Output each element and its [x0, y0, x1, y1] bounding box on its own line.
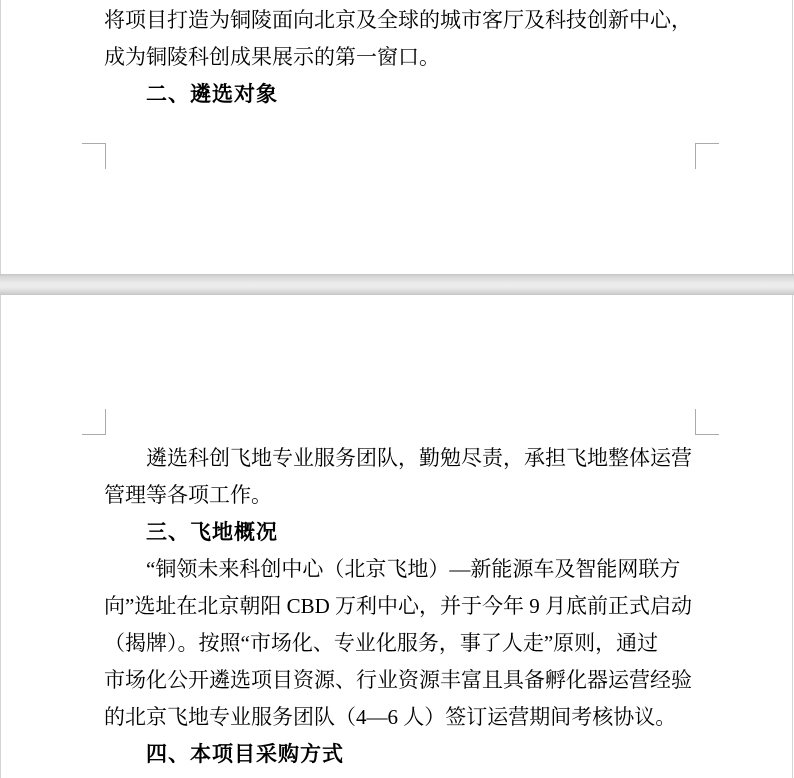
page-1-text-column — [104, 2, 710, 113]
text-boundary-mark-bottom-right — [695, 143, 719, 169]
text-boundary-mark-bottom-left — [82, 143, 106, 169]
paragraph-line[interactable]: 向”选址在北京朝阳 CBD 万利中心，并于今年 9 月底前正式启动 — [104, 594, 692, 618]
text-boundary-mark-top-right — [695, 409, 719, 435]
section-heading-4[interactable]: 四、本项目采购方式 — [146, 743, 344, 766]
section-heading-2[interactable]: 二、遴选对象 — [146, 83, 278, 106]
document-page-2[interactable] — [0, 295, 793, 778]
paragraph-line[interactable]: 成为铜陵科创成果展示的第一窗口。 — [104, 45, 440, 69]
section-heading-3[interactable]: 三、飞地概况 — [146, 521, 278, 544]
paragraph-line[interactable]: 市场化公开遴选项目资源、行业资源丰富且具备孵化器运营经验 — [104, 668, 692, 692]
page-gap — [0, 274, 794, 295]
paragraph-line[interactable]: 遴选科创飞地专业服务团队，勤勉尽责，承担飞地整体运营 — [146, 446, 692, 470]
page-2-text-column — [104, 440, 710, 773]
paragraph-line[interactable]: 将项目打造为铜陵面向北京及全球的城市客厅及科技创新中心， — [104, 8, 692, 32]
text-boundary-mark-top-left — [82, 409, 106, 435]
paragraph-line[interactable]: （揭牌）。按照“市场化、专业化服务，事了人走”原则，通过 — [104, 631, 659, 655]
paragraph-line[interactable]: 管理等各项工作。 — [104, 483, 272, 507]
document-page-1[interactable] — [0, 0, 793, 274]
paragraph-line[interactable]: “铜领未来科创中心（北京飞地）—新能源车及智能网联方 — [146, 557, 681, 581]
paragraph-line[interactable]: 的北京飞地专业服务团队（4—6 人）签订运营期间考核协议。 — [104, 705, 677, 729]
